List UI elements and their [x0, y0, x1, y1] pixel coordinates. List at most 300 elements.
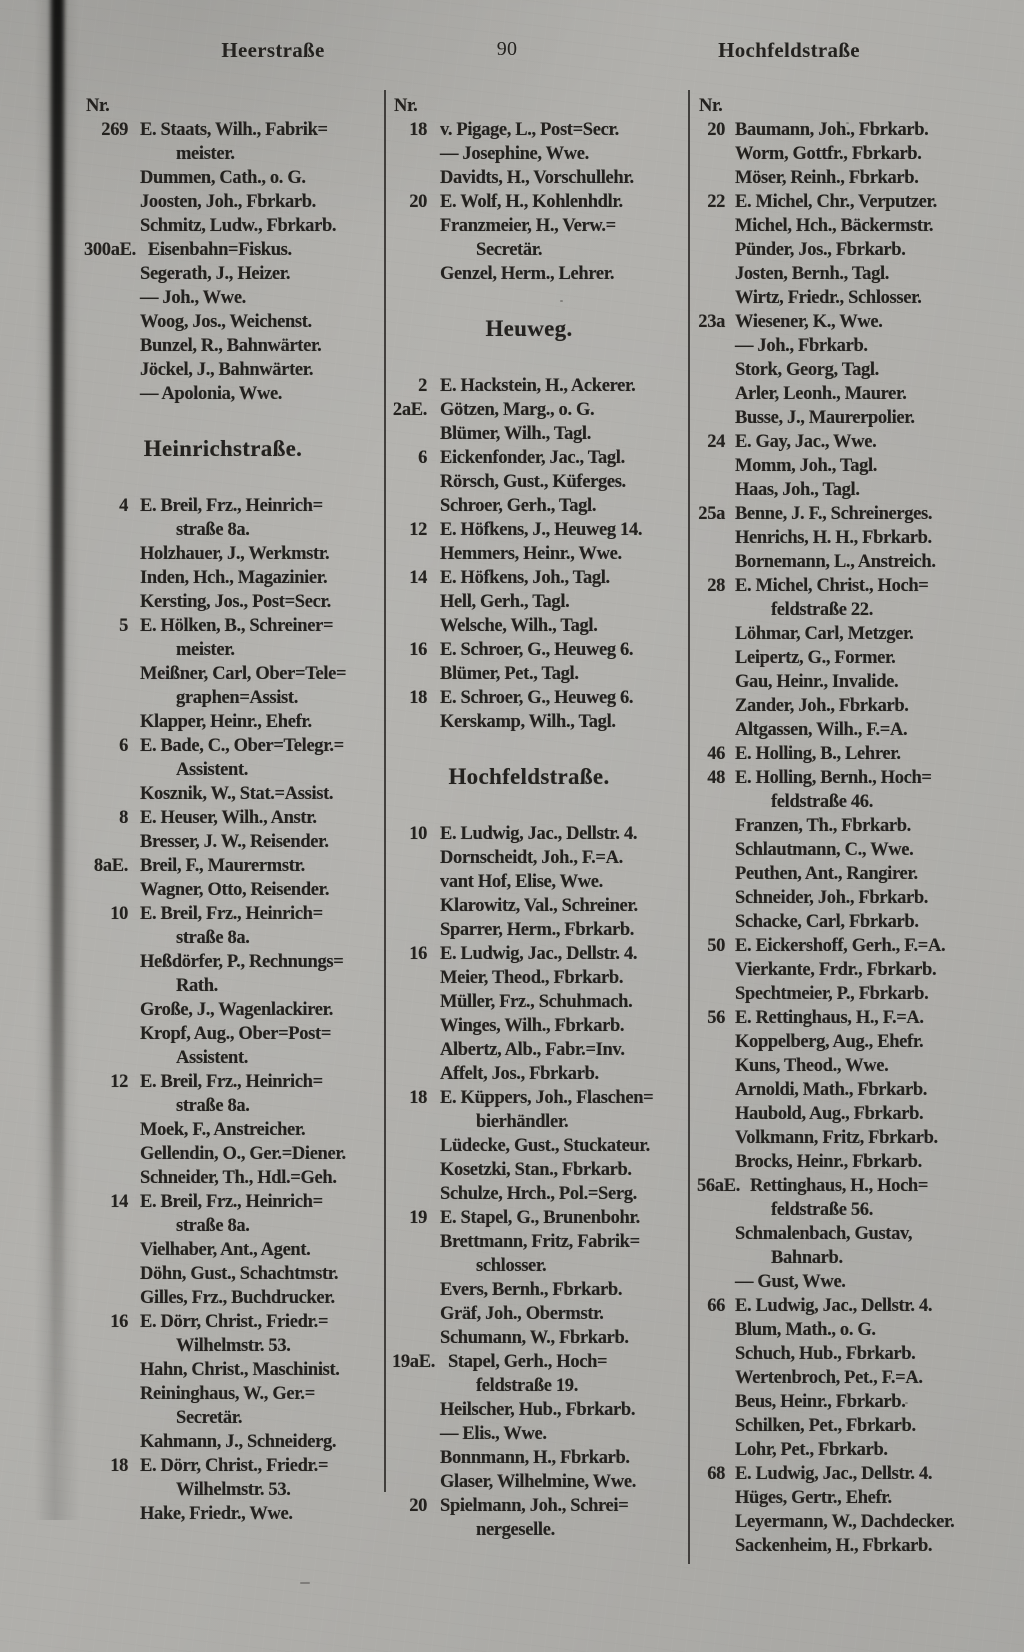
directory-entry-line: [84, 1142, 382, 1166]
entry-text: Klarowitz, Val., Schreiner.: [440, 896, 638, 916]
directory-entry-line: [392, 590, 686, 614]
directory-entry-line: [697, 742, 997, 766]
entry-text: Holzhauer, J., Werkmstr.: [140, 544, 330, 564]
directory-entry-line: [392, 1062, 686, 1086]
directory-entry-line: [392, 494, 686, 518]
directory-entry-line: [84, 782, 382, 806]
directory-entry-line: [84, 494, 382, 518]
house-number: 300aE.: [84, 240, 136, 260]
entry-text: Löhmar, Carl, Metzger.: [735, 624, 914, 644]
entry-text: Hahn, Christ., Maschinist.: [140, 1360, 340, 1380]
entry-text: Moek, F., Anstreicher.: [140, 1120, 306, 1140]
entry-text: Woog, Jos., Weichenst.: [140, 312, 312, 332]
entry-text: — Elis., Wwe.: [440, 1424, 547, 1444]
entry-text: Henrichs, H. H., Fbrkarb.: [735, 528, 932, 548]
street-heading: Heuweg.: [485, 316, 573, 341]
entry-text: Baumann, Joh., Fbrkarb.: [735, 120, 929, 140]
house-number: 19: [409, 1208, 427, 1228]
directory-entry-line: [697, 886, 997, 910]
directory-column-1: [84, 94, 382, 1526]
entry-text: E. Staats, Wilh., Fabrik=: [140, 120, 328, 140]
entry-text: Benne, J. F., Schreinerges.: [735, 504, 933, 524]
entry-text: Hüges, Gertr., Ehefr.: [735, 1488, 892, 1508]
directory-entry-line: [392, 422, 686, 446]
house-number: 8: [119, 808, 128, 828]
directory-entry-line: [697, 214, 997, 238]
entry-text: E. Breil, Frz., Heinrich=: [140, 1072, 323, 1092]
house-number: 2: [418, 376, 427, 396]
entry-continuation-line: straße 8a.: [176, 520, 250, 540]
directory-entry-line: [697, 982, 997, 1006]
house-number: 20: [409, 192, 427, 212]
entry-text: Heßdörfer, P., Rechnungs=: [140, 952, 344, 972]
directory-entry-line: [84, 1358, 382, 1382]
directory-entry-line: [392, 1326, 686, 1350]
directory-entry-line: [392, 1302, 686, 1326]
directory-entry-line: [84, 1454, 382, 1478]
directory-entry-line: [697, 526, 997, 550]
entry-text: Zander, Joh., Fbrkarb.: [735, 696, 909, 716]
entry-text: E. Wolf, H., Kohlenhdlr.: [440, 192, 623, 212]
directory-entry-line: [392, 942, 686, 966]
directory-entry-line: [392, 662, 686, 686]
directory-entry-line: [84, 1190, 382, 1214]
entry-text: Jöckel, J., Bahnwärter.: [140, 360, 314, 380]
entry-text: Bunzel, R., Bahnwärter.: [140, 336, 322, 356]
directory-entry-line: [697, 574, 997, 598]
house-number: 8aE.: [93, 856, 128, 876]
entry-text: E. Breil, Frz., Heinrich=: [140, 496, 323, 516]
directory-entry-line: [697, 718, 997, 742]
directory-entry-line: [84, 1502, 382, 1526]
entry-text: Koppelberg, Aug., Ehefr.: [735, 1032, 924, 1052]
entry-text: Große, J., Wagenlackirer.: [140, 1000, 334, 1020]
directory-entry-line: [84, 1070, 382, 1094]
house-number: 6: [119, 736, 128, 756]
directory-entry-line: [84, 1262, 382, 1286]
directory-entry-line: [697, 1150, 997, 1174]
entry-text: Meier, Theod., Fbrkarb.: [440, 968, 624, 988]
directory-entry-line: [84, 1430, 382, 1454]
entry-text: Kosetzki, Stan., Fbrkarb.: [440, 1160, 632, 1180]
directory-entry-line: [697, 934, 997, 958]
entry-text: Arnoldi, Math., Fbrkarb.: [735, 1080, 928, 1100]
entry-text: Welsche, Wilh., Tagl.: [440, 616, 598, 636]
directory-entry-line: [697, 670, 997, 694]
entry-continuation-line: straße 8a.: [176, 1216, 250, 1236]
entry-text: Michel, Hch., Bäckermstr.: [735, 216, 934, 236]
entry-continuation-line: Assistent.: [176, 1048, 249, 1068]
directory-column-2: [392, 94, 686, 1542]
directory-entry-line: [392, 894, 686, 918]
entry-text: Beus, Heinr., Fbrkarb.: [735, 1392, 906, 1412]
street-heading: Heinrichstraße.: [143, 436, 303, 461]
entry-text: Kuns, Theod., Wwe.: [735, 1056, 889, 1076]
directory-column-3: [697, 94, 997, 1558]
entry-text: Kersting, Jos., Post=Secr.: [140, 592, 331, 612]
entry-text: Glaser, Wilhelmine, Wwe.: [440, 1472, 636, 1492]
directory-entry-line: [84, 1166, 382, 1190]
entry-text: Schilken, Pet., Fbrkarb.: [735, 1416, 916, 1436]
page-number: 90: [496, 38, 518, 60]
directory-entry-line: [392, 966, 686, 990]
entry-text: Haubold, Aug., Fbrkarb.: [735, 1104, 924, 1124]
directory-entry-line: [84, 542, 382, 566]
house-number: 20: [409, 1496, 427, 1516]
directory-entry-line: [84, 1310, 382, 1334]
directory-entry-line: [697, 1270, 997, 1294]
running-header-right-street: Hochfeldstraße: [718, 38, 860, 62]
entry-text: Winges, Wilh., Fbrkarb.: [440, 1016, 625, 1036]
directory-entry-line: [84, 382, 382, 406]
column-divider-rule-1: [384, 90, 386, 1492]
directory-entry-line: [392, 518, 686, 542]
entry-text: E. Eickershoff, Gerh., F.=A.: [735, 936, 946, 956]
entry-text: E. Höfkens, Joh., Tagl.: [440, 568, 610, 588]
house-number: 16: [409, 944, 427, 964]
directory-entry-line: [84, 238, 382, 262]
entry-text: Josten, Bernh., Tagl.: [735, 264, 890, 284]
entry-text: Wiesener, K., Wwe.: [735, 312, 883, 332]
entry-text: Bornemann, L., Anstreich.: [735, 552, 936, 572]
directory-entry-line: [392, 1206, 686, 1230]
entry-continuation-line: straße 8a.: [176, 928, 250, 948]
directory-entry-line: [392, 1230, 686, 1254]
directory-entry-line: [392, 542, 686, 566]
directory-entry-line: [697, 1438, 997, 1462]
directory-entry-line: [84, 1118, 382, 1142]
directory-entry-line: [84, 334, 382, 358]
house-number: 2aE.: [392, 400, 427, 420]
directory-entry-line: [697, 1486, 997, 1510]
nr-column-label: Nr.: [699, 96, 723, 116]
entry-text: Schmitz, Ludw., Fbrkarb.: [140, 216, 337, 236]
entry-text: E. Michel, Christ., Hoch=: [735, 576, 929, 596]
entry-text: Peuthen, Ant., Rangirer.: [735, 864, 918, 884]
entry-text: Schmalenbach, Gustav,: [735, 1224, 913, 1244]
entry-continuation-line: feldstraße 56.: [771, 1200, 873, 1220]
entry-continuation-line: feldstraße 19.: [476, 1376, 578, 1396]
entry-continuation-line: nergeselle.: [476, 1520, 555, 1540]
entry-text: Gau, Heinr., Invalide.: [735, 672, 899, 692]
entry-text: Dornscheidt, Joh., F.=A.: [440, 848, 623, 868]
house-number: 4: [119, 496, 128, 516]
entry-text: Sackenheim, H., Fbrkarb.: [735, 1536, 933, 1556]
entry-continuation-line: meister.: [176, 144, 235, 164]
entry-text: Lüdecke, Gust., Stuckateur.: [440, 1136, 650, 1156]
directory-entry-line: [697, 838, 997, 862]
directory-entry-line: [84, 190, 382, 214]
directory-entry-line: [392, 118, 686, 142]
directory-entry-line: [697, 1534, 997, 1558]
house-number: 48: [707, 768, 725, 788]
house-number: 18: [110, 1456, 128, 1476]
directory-entry-line: [697, 1054, 997, 1078]
entry-text: — Apolonia, Wwe.: [140, 384, 283, 404]
paper-speck: [300, 1582, 310, 1584]
entry-text: Lohr, Pet., Fbrkarb.: [735, 1440, 888, 1460]
entry-text: Kahmann, J., Schneiderg.: [140, 1432, 337, 1452]
entry-text: Schneider, Th., Hdl.=Geh.: [140, 1168, 337, 1188]
entry-text: Leyermann, W., Dachdecker.: [735, 1512, 955, 1532]
entry-text: v. Pigage, L., Post=Secr.: [440, 120, 619, 140]
house-number: 18: [409, 688, 427, 708]
directory-entry-line: [84, 998, 382, 1022]
directory-entry-line: [392, 166, 686, 190]
house-number: 24: [707, 432, 725, 452]
house-number: 68: [707, 1464, 725, 1484]
house-number: 20: [707, 120, 725, 140]
entry-text: Inden, Hch., Magazinier.: [140, 568, 328, 588]
directory-entry-line: [392, 1398, 686, 1422]
directory-entry-line: [697, 1318, 997, 1342]
directory-entry-line: [697, 1102, 997, 1126]
entry-text: Blümer, Wilh., Tagl.: [440, 424, 591, 444]
directory-entry-line: [84, 262, 382, 286]
entry-text: Möser, Reinh., Fbrkarb.: [735, 168, 919, 188]
directory-entry-line: [697, 286, 997, 310]
house-number: 28: [707, 576, 725, 596]
directory-entry-line: [392, 918, 686, 942]
entry-text: — Gust, Wwe.: [735, 1272, 846, 1292]
directory-entry-line: [697, 382, 997, 406]
entry-text: Worm, Gottfr., Fbrkarb.: [735, 144, 922, 164]
directory-entry-line: [84, 950, 382, 974]
entry-text: vant Hof, Elise, Wwe.: [440, 872, 603, 892]
entry-text: Momm, Joh., Tagl.: [735, 456, 878, 476]
directory-entry-line: [697, 142, 997, 166]
entry-text: Haas, Joh., Tagl.: [735, 480, 860, 500]
entry-continuation-line: Bahnarb.: [771, 1248, 843, 1268]
entry-continuation-line: feldstraße 46.: [771, 792, 873, 812]
entry-text: E. Küppers, Joh., Flaschen=: [440, 1088, 654, 1108]
entry-text: Schuch, Hub., Fbrkarb.: [735, 1344, 916, 1364]
entry-text: — Joh., Fbrkarb.: [735, 336, 868, 356]
entry-text: E. Dörr, Christ., Friedr.=: [140, 1456, 329, 1476]
directory-entry-line: [697, 238, 997, 262]
entry-text: Brettmann, Fritz, Fabrik=: [440, 1232, 640, 1252]
entry-text: Schumann, W., Fbrkarb.: [440, 1328, 629, 1348]
entry-text: Schulze, Hrch., Pol.=Serg.: [440, 1184, 637, 1204]
house-number: 10: [409, 824, 427, 844]
entry-text: E. Holling, B., Lehrer.: [735, 744, 901, 764]
paper-speck: [905, 1402, 908, 1404]
directory-entry-line: [392, 142, 686, 166]
house-number: 14: [409, 568, 427, 588]
directory-entry-line: [697, 1510, 997, 1534]
directory-entry-line: [697, 478, 997, 502]
directory-entry-line: [392, 1014, 686, 1038]
entry-text: Genzel, Herm., Lehrer.: [440, 264, 615, 284]
directory-entry-line: [697, 910, 997, 934]
directory-entry-line: [697, 310, 997, 334]
directory-entry-line: [84, 214, 382, 238]
house-number: 6: [418, 448, 427, 468]
entry-text: Vielhaber, Ant., Agent.: [140, 1240, 311, 1260]
entry-text: Franzmeier, H., Verw.=: [440, 216, 616, 236]
entry-text: Evers, Bernh., Fbrkarb.: [440, 1280, 623, 1300]
directory-entry-line: [84, 878, 382, 902]
entry-text: Meißner, Carl, Ober=Tele=: [140, 664, 347, 684]
directory-entry-line: [697, 1174, 997, 1198]
nr-column-label: Nr.: [86, 96, 110, 116]
entry-text: Joosten, Joh., Fbrkarb.: [140, 192, 316, 212]
directory-entry-line: [84, 566, 382, 590]
directory-entry-line: [697, 1390, 997, 1414]
entry-text: Schneider, Joh., Fbrkarb.: [735, 888, 929, 908]
entry-continuation-line: Wilhelmstr. 53.: [176, 1480, 291, 1500]
entry-text: Eisenbahn=Fiskus.: [147, 240, 292, 260]
directory-entry-line: [697, 814, 997, 838]
directory-entry-line: [84, 1022, 382, 1046]
entry-text: Altgassen, Wilh., F.=A.: [735, 720, 908, 740]
entry-text: E. Ludwig, Jac., Dellstr. 4.: [735, 1296, 933, 1316]
directory-entry-line: [392, 214, 686, 238]
house-number: 16: [409, 640, 427, 660]
directory-entry-line: [84, 662, 382, 686]
entry-text: E. Gay, Jac., Wwe.: [735, 432, 877, 452]
entry-text: Bresser, J. W., Reisender.: [140, 832, 329, 852]
entry-text: Rettinghaus, H., Hoch=: [749, 1176, 929, 1196]
directory-entry-line: [697, 406, 997, 430]
directory-entry-line: [392, 566, 686, 590]
directory-entry-line: [392, 1086, 686, 1110]
house-number: 25a: [698, 504, 725, 524]
house-number: 56aE.: [697, 1176, 740, 1196]
house-number: 56: [707, 1008, 725, 1028]
entry-text: Albertz, Alb., Fabr.=Inv.: [440, 1040, 625, 1060]
house-number: 18: [409, 1088, 427, 1108]
directory-entry-line: [392, 710, 686, 734]
entry-text: E. Breil, Frz., Heinrich=: [140, 1192, 323, 1212]
entry-text: Breil, F., Maurermstr.: [140, 856, 305, 876]
entry-continuation-line: straße 8a.: [176, 1096, 250, 1116]
entry-text: Stapel, Gerh., Hoch=: [447, 1352, 608, 1372]
directory-entry-line: [392, 262, 686, 286]
entry-text: E. Ludwig, Jac., Dellstr. 4.: [735, 1464, 933, 1484]
entry-text: E. Dörr, Christ., Friedr.=: [140, 1312, 329, 1332]
entry-continuation-line: Assistent.: [176, 760, 249, 780]
paper-speck: [846, 122, 849, 124]
entry-text: E. Schroer, G., Heuweg 6.: [440, 640, 634, 660]
directory-entry-line: [84, 854, 382, 878]
entry-text: Klapper, Heinr., Ehefr.: [140, 712, 312, 732]
scan-gutter-line: [51, 0, 64, 1450]
house-number: 269: [101, 120, 128, 140]
entry-text: E. Bade, C., Ober=Telegr.=: [140, 736, 344, 756]
entry-text: E. Höfkens, J., Heuweg 14.: [440, 520, 643, 540]
directory-entry-line: [84, 902, 382, 926]
directory-entry-line: [697, 262, 997, 286]
entry-text: Wirtz, Friedr., Schlosser.: [735, 288, 922, 308]
directory-entry-line: [697, 958, 997, 982]
column-divider-rule-2: [688, 90, 690, 1564]
entry-continuation-line: feldstraße 22.: [771, 600, 873, 620]
directory-entry-line: [697, 358, 997, 382]
directory-entry-line: [697, 190, 997, 214]
entry-text: Blum, Math., o. G.: [735, 1320, 876, 1340]
directory-entry-line: [697, 1222, 997, 1246]
house-number: 5: [119, 616, 128, 636]
entry-text: E. Michel, Chr., Verputzer.: [735, 192, 937, 212]
directory-entry-line: [392, 1446, 686, 1470]
entry-continuation-line: Rath.: [176, 976, 218, 996]
entry-text: Heilscher, Hub., Fbrkarb.: [440, 1400, 636, 1420]
house-number: 14: [110, 1192, 128, 1212]
entry-text: Götzen, Marg., o. G.: [440, 400, 595, 420]
entry-text: E. Hackstein, H., Ackerer.: [440, 376, 636, 396]
directory-entry-line: [697, 622, 997, 646]
entry-text: Hake, Friedr., Wwe.: [140, 1504, 293, 1524]
directory-entry-line: [697, 1366, 997, 1390]
directory-entry-line: [84, 310, 382, 334]
house-number: 23a: [698, 312, 725, 332]
house-number: 10: [110, 904, 128, 924]
entry-text: E. Rettinghaus, H., F.=A.: [735, 1008, 924, 1028]
house-number: 46: [707, 744, 725, 764]
entry-text: Gellendin, O., Ger.=Diener.: [140, 1144, 346, 1164]
directory-entry-line: [697, 1126, 997, 1150]
entry-text: Blümer, Pet., Tagl.: [440, 664, 579, 684]
street-heading: Hochfeldstraße.: [448, 764, 610, 789]
running-header-left-street: Heerstraße: [221, 38, 325, 62]
directory-entry-line: [697, 454, 997, 478]
directory-entry-line: [84, 166, 382, 190]
directory-entry-line: [84, 1382, 382, 1406]
entry-continuation-line: schlosser.: [476, 1256, 547, 1276]
directory-entry-line: [84, 710, 382, 734]
directory-entry-line: [84, 734, 382, 758]
directory-entry-line: [392, 1470, 686, 1494]
entry-continuation-line: Wilhelmstr. 53.: [176, 1336, 291, 1356]
entry-text: Spielmann, Joh., Schrei=: [440, 1496, 629, 1516]
entry-text: Busse, J., Maurerpolier.: [735, 408, 915, 428]
house-number: 66: [707, 1296, 725, 1316]
directory-entry-line: [697, 334, 997, 358]
entry-text: Reininghaus, W., Ger.=: [140, 1384, 315, 1404]
directory-entry-line: [84, 358, 382, 382]
directory-entry-line: [84, 830, 382, 854]
directory-entry-line: [84, 118, 382, 142]
directory-entry-line: [697, 646, 997, 670]
entry-text: E. Hölken, B., Schreiner=: [140, 616, 334, 636]
directory-entry-line: [392, 1494, 686, 1518]
entry-text: Schroer, Gerh., Tagl.: [440, 496, 597, 516]
directory-entry-line: [697, 1294, 997, 1318]
directory-entry-line: [84, 806, 382, 830]
paper-speck: [560, 300, 563, 302]
entry-continuation-line: Secretär.: [476, 240, 543, 260]
entry-text: Brocks, Heinr., Fbrkarb.: [735, 1152, 922, 1172]
entry-text: Döhn, Gust., Schachtmstr.: [140, 1264, 339, 1284]
directory-entry-line: [392, 1038, 686, 1062]
directory-entry-line: [697, 1078, 997, 1102]
entry-continuation-line: Secretär.: [176, 1408, 243, 1428]
directory-entry-line: [697, 1414, 997, 1438]
directory-entry-line: [392, 1134, 686, 1158]
directory-entry-line: [392, 1350, 686, 1374]
entry-text: Kerskamp, Wilh., Tagl.: [440, 712, 616, 732]
entry-text: E. Breil, Frz., Heinrich=: [140, 904, 323, 924]
directory-entry-line: [392, 686, 686, 710]
directory-entry-line: [392, 614, 686, 638]
entry-text: Davidts, H., Vorschullehr.: [440, 168, 634, 188]
entry-text: Hell, Gerh., Tagl.: [440, 592, 570, 612]
directory-entry-line: [697, 550, 997, 574]
entry-text: Sparrer, Herm., Fbrkarb.: [440, 920, 635, 940]
entry-text: Leipertz, G., Former.: [735, 648, 896, 668]
entry-text: — Joh., Wwe.: [140, 288, 246, 308]
